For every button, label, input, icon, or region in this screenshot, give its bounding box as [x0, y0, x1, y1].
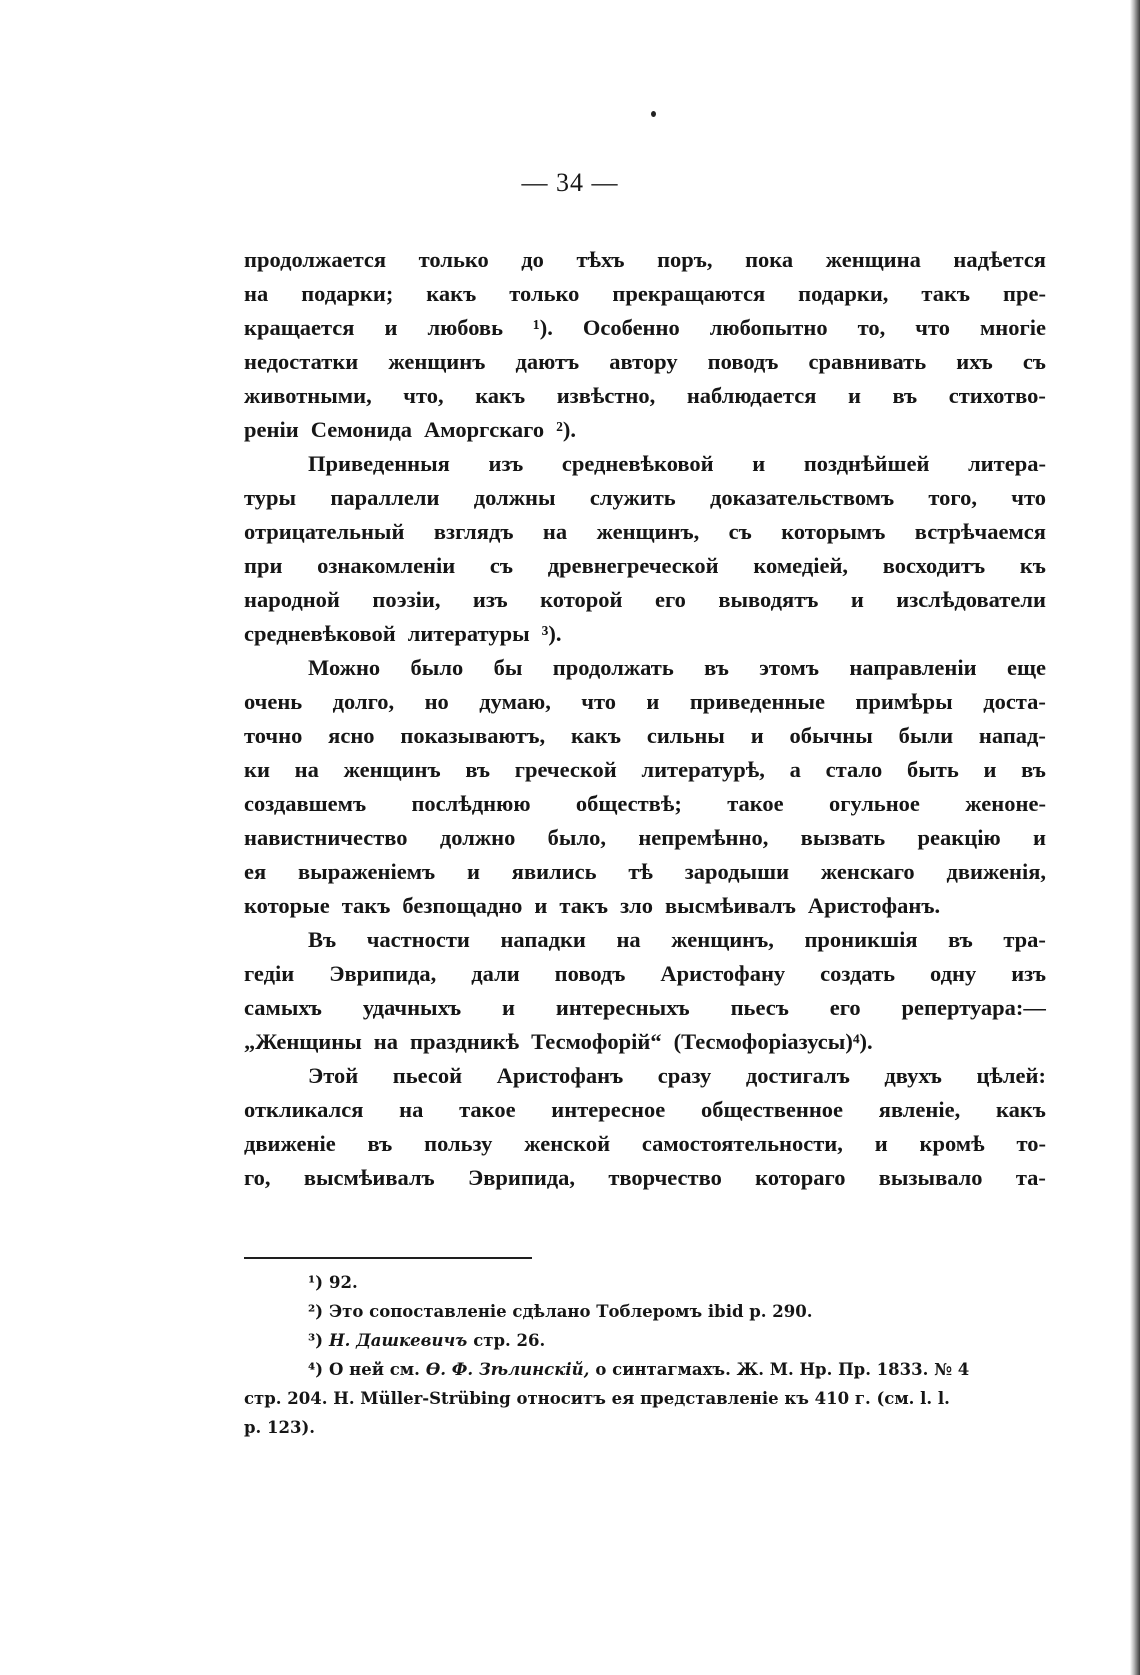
word: послѣднюю: [411, 791, 531, 816]
word: огульное: [829, 791, 920, 816]
word: и: [646, 689, 660, 714]
word: должны: [473, 485, 556, 510]
word: поводъ: [707, 349, 779, 374]
text-line: [244, 685, 1046, 719]
word: сразу: [657, 1063, 712, 1088]
text-line: [244, 515, 1046, 549]
word: (Тесмофоріазусы)⁴).: [673, 1029, 873, 1054]
word: удачныхъ: [362, 995, 462, 1020]
word: продолжать: [552, 655, 674, 680]
word: движеніе: [244, 1131, 336, 1156]
footnote-3: [244, 1326, 1046, 1355]
word: что: [581, 689, 616, 714]
word: одну: [930, 961, 977, 986]
word: недостатки: [244, 349, 359, 374]
word: даютъ: [515, 349, 580, 374]
word: праздникѣ: [410, 1029, 520, 1054]
word: тѣ: [628, 859, 653, 884]
word: женщинъ,: [596, 519, 700, 544]
word: ихъ: [956, 349, 993, 374]
word: женщинъ: [343, 757, 441, 782]
word: на: [373, 1029, 399, 1054]
text-line: [244, 1059, 1046, 1093]
text-line: [244, 311, 1046, 345]
word: частности: [366, 927, 470, 952]
footnote-4-line-3: [244, 1413, 1046, 1442]
footnote-text: стр. 26.: [473, 1331, 546, 1350]
word: быть: [906, 757, 959, 782]
word: въ: [948, 927, 973, 952]
word: Приведенныя: [308, 451, 450, 476]
word: высмѣивалъ: [303, 1165, 435, 1190]
word: съ: [1022, 349, 1046, 374]
word: какъ: [571, 723, 621, 748]
word: которые: [244, 893, 330, 918]
word: кромѣ: [919, 1131, 985, 1156]
word: подарки,: [798, 281, 889, 306]
footnote-text: стр. 204. H. Müller-Strübing относитъ ея представленіе къ 410 г. (см. l. l.: [244, 1389, 950, 1408]
word: въ: [367, 1131, 393, 1156]
word: наблюдается: [686, 383, 817, 408]
text-line: [244, 617, 1046, 651]
word: поводъ: [554, 961, 626, 986]
word: долго,: [332, 689, 395, 714]
word: Аристофанъ.: [807, 893, 941, 918]
word: женщинъ: [388, 349, 486, 374]
footnote-text: О ней см.: [329, 1360, 420, 1379]
word: что: [1011, 485, 1046, 510]
word: доказательствомъ: [710, 485, 895, 510]
word: на: [244, 281, 269, 306]
word: достигалъ: [745, 1063, 850, 1088]
word: на: [542, 519, 568, 544]
word: непремѣнно,: [638, 825, 769, 850]
footnote-mark: ²): [308, 1302, 324, 1321]
word: точно: [244, 723, 303, 748]
text-line: [244, 243, 1046, 277]
word: Семонида: [310, 417, 413, 442]
word: туры: [244, 485, 297, 510]
word: приведенные: [689, 689, 825, 714]
word: подарки;: [301, 281, 394, 306]
word: такое: [727, 791, 784, 816]
word: то,: [857, 315, 886, 340]
page-number: — 34 —: [521, 168, 619, 197]
word: параллели: [330, 485, 440, 510]
word: какъ: [995, 1097, 1046, 1122]
word: явились: [511, 859, 597, 884]
word: только: [418, 247, 489, 272]
text-line: [244, 889, 1046, 923]
word: проникшія: [804, 927, 918, 952]
word: ³).: [541, 621, 562, 646]
word: думаю,: [479, 689, 551, 714]
text-line: [244, 991, 1046, 1025]
word: ки: [244, 757, 270, 782]
word: реніи: [244, 417, 299, 442]
word: и: [752, 451, 766, 476]
main-text: [244, 243, 1046, 1195]
word: Особенно: [582, 315, 680, 340]
word: Можно: [308, 655, 381, 680]
word: служить: [589, 485, 676, 510]
word: только: [509, 281, 580, 306]
text-line: [244, 481, 1046, 515]
text-line: [244, 1161, 1046, 1195]
footnote-text: Это сопоставленіе сдѣлано Тоблеромъ ibid p. 290.: [329, 1302, 813, 1321]
word: съ: [728, 519, 752, 544]
word: реакцію: [917, 825, 1001, 850]
word: тѣхъ: [576, 247, 625, 272]
word: зародыши: [684, 859, 790, 884]
word: ²).: [556, 417, 576, 442]
word: сильны: [646, 723, 725, 748]
word: и: [847, 383, 861, 408]
word: изъ: [488, 451, 524, 476]
word: продолжается: [244, 247, 387, 272]
word: то-: [1016, 1131, 1046, 1156]
word: женоне-: [965, 791, 1046, 816]
word: „Женщины: [244, 1029, 362, 1054]
word: надѣется: [953, 247, 1046, 272]
word: было,: [547, 825, 606, 850]
word: гедіи: [244, 961, 295, 986]
word: и: [750, 723, 764, 748]
footnote-2: [244, 1297, 1046, 1326]
word: пьесъ: [730, 995, 789, 1020]
word: женскаго: [820, 859, 915, 884]
word: и: [502, 995, 515, 1020]
footnote-mark: ³): [308, 1331, 324, 1350]
word: комедіей,: [753, 553, 849, 578]
word: этомъ: [759, 655, 819, 680]
word: двухъ: [884, 1063, 942, 1088]
word: еще: [1006, 655, 1046, 680]
word: такъ: [921, 281, 971, 306]
word: напад-: [978, 723, 1046, 748]
word: женщина: [825, 247, 921, 272]
text-line: [244, 447, 1046, 481]
word: и: [850, 587, 864, 612]
word: выводятъ: [718, 587, 819, 612]
word: какъ: [426, 281, 477, 306]
word: животными,: [244, 383, 372, 408]
text-line: [244, 1025, 1046, 1059]
word: сравнивать: [808, 349, 927, 374]
text-line: [244, 651, 1046, 685]
word: пока: [745, 247, 794, 272]
word: Эврипида,: [467, 1165, 576, 1190]
word: его: [654, 587, 686, 612]
word: должно: [439, 825, 516, 850]
word: самыхъ: [244, 995, 322, 1020]
word: и: [1032, 825, 1046, 850]
footnotes: [244, 1268, 1046, 1442]
footnote-author: Ѳ. Ф. Зѣлинскій,: [425, 1360, 590, 1379]
word: такъ: [559, 893, 609, 918]
word: было: [410, 655, 464, 680]
word: репертуара:—: [901, 995, 1046, 1020]
word: цѣлей:: [976, 1063, 1046, 1088]
word: интересное: [551, 1097, 666, 1122]
word: съ: [489, 553, 514, 578]
text-line: [244, 583, 1046, 617]
word: явленіе,: [878, 1097, 961, 1122]
word: стало: [825, 757, 883, 782]
word: вызвать: [800, 825, 886, 850]
word: ясно: [328, 723, 375, 748]
word: любопытно: [709, 315, 828, 340]
word: которымъ: [781, 519, 886, 544]
word: интересныхъ: [555, 995, 690, 1020]
text-line: [244, 855, 1046, 889]
text-line: [244, 379, 1046, 413]
word: Въ: [308, 927, 337, 952]
word: такое: [459, 1097, 516, 1122]
word: позднѣйшей: [803, 451, 930, 476]
speck-mark: [651, 111, 656, 117]
text-line: [244, 413, 1046, 447]
word: вызывало: [878, 1165, 983, 1190]
word: Аморгскаго: [424, 417, 545, 442]
footnote-1: [244, 1268, 1046, 1297]
word: котораго: [755, 1165, 846, 1190]
word: кращается: [244, 315, 355, 340]
word: обществѣ;: [575, 791, 682, 816]
word: изслѣдователи: [896, 587, 1046, 612]
word: изъ: [1011, 961, 1046, 986]
word: тра-: [1003, 927, 1046, 952]
word: древнегреческой: [547, 553, 719, 578]
word: навистничество: [244, 825, 408, 850]
word: та-: [1015, 1165, 1046, 1190]
footnote-mark: ⁴): [308, 1360, 324, 1379]
word: зло: [620, 893, 653, 918]
word: высмѣивалъ: [664, 893, 796, 918]
text-line: [244, 923, 1046, 957]
word: и: [874, 1131, 888, 1156]
word: выраженіемъ: [298, 859, 436, 884]
word: пьесой: [392, 1063, 463, 1088]
text-line: [244, 787, 1046, 821]
word: литературѣ,: [641, 757, 765, 782]
word: автору: [609, 349, 678, 374]
word: изъ: [472, 587, 508, 612]
word: въ: [1021, 757, 1046, 782]
footnote-text: о синтагмахъ. Ж. М. Нр. Пр. 1833. № 4: [595, 1360, 970, 1379]
text-line: [244, 1127, 1046, 1161]
word: направленіи: [849, 655, 977, 680]
word: ея: [244, 859, 267, 884]
word: безпощадно: [402, 893, 523, 918]
word: доста-: [983, 689, 1046, 714]
word: на: [294, 757, 319, 782]
word: ¹).: [532, 315, 553, 340]
word: создать: [820, 961, 896, 986]
footnote-4: [244, 1355, 1046, 1384]
word: женской: [524, 1131, 611, 1156]
word: народной: [244, 587, 340, 612]
text-line: [244, 957, 1046, 991]
word: Тесмофорій“: [531, 1029, 662, 1054]
word: и: [384, 315, 398, 340]
word: любовь: [427, 315, 503, 340]
word: къ: [1019, 553, 1046, 578]
word: Аристофану: [660, 961, 786, 986]
word: нападки: [500, 927, 586, 952]
text-line: [244, 719, 1046, 753]
word: дали: [471, 961, 520, 986]
word: встрѣчаемся: [914, 519, 1046, 544]
word: откликался: [244, 1097, 364, 1122]
word: и: [983, 757, 997, 782]
word: такъ: [341, 893, 391, 918]
word: греческой: [514, 757, 617, 782]
footnote-4-line-2: [244, 1384, 1046, 1413]
page-edge-shadow: [1130, 0, 1140, 1675]
word: обычны: [789, 723, 873, 748]
word: при: [244, 553, 283, 578]
word: восходитъ: [882, 553, 986, 578]
word: творчество: [608, 1165, 722, 1190]
word: извѣстно,: [556, 383, 656, 408]
word: пользу: [424, 1131, 493, 1156]
word: литературы: [407, 621, 530, 646]
word: въ: [465, 757, 491, 782]
text-line: [244, 277, 1046, 311]
text-line: [244, 821, 1046, 855]
word: до: [521, 247, 544, 272]
word: создавшемъ: [244, 791, 367, 816]
word: показываютъ,: [400, 723, 546, 748]
word: а: [789, 757, 801, 782]
word: какъ: [475, 383, 526, 408]
word: бы: [493, 655, 523, 680]
word: и: [534, 893, 548, 918]
word: которой: [540, 587, 623, 612]
word: го,: [244, 1165, 271, 1190]
word: очень: [244, 689, 303, 714]
word: ознакомленіи: [317, 553, 456, 578]
word: но: [424, 689, 449, 714]
word: что: [915, 315, 950, 340]
word: самостоятельности,: [641, 1131, 843, 1156]
word: были: [898, 723, 954, 748]
word: и: [466, 859, 480, 884]
text-line: [244, 549, 1046, 583]
word: отрицательный: [244, 519, 405, 544]
word: что,: [403, 383, 444, 408]
footnote-author: Н. Дашкевичъ: [329, 1331, 468, 1350]
word: Аристофанъ: [496, 1063, 624, 1088]
word: взглядъ: [433, 519, 514, 544]
text-line: [244, 753, 1046, 787]
word: того,: [928, 485, 977, 510]
footnote-divider: [244, 1257, 532, 1259]
word: общественное: [700, 1097, 844, 1122]
word: литера-: [968, 451, 1046, 476]
word: Эврипида,: [329, 961, 437, 986]
word: Этой: [308, 1063, 359, 1088]
word: средневѣковой: [244, 621, 396, 646]
word: средневѣковой: [561, 451, 714, 476]
footnote-text: p. 123).: [244, 1418, 316, 1437]
footnote-mark: ¹): [308, 1273, 324, 1292]
word: поръ,: [657, 247, 713, 272]
word: примѣры: [855, 689, 953, 714]
text-line: [244, 345, 1046, 379]
word: его: [829, 995, 861, 1020]
word: въ: [704, 655, 729, 680]
word: поэзіи,: [372, 587, 441, 612]
word: на: [616, 927, 641, 952]
word: въ: [892, 383, 918, 408]
word: стихотво-: [948, 383, 1046, 408]
word: прекращаются: [612, 281, 766, 306]
word: на: [399, 1097, 424, 1122]
word: пре-: [1003, 281, 1046, 306]
word: женщинъ,: [671, 927, 774, 952]
text-line: [244, 1093, 1046, 1127]
footnote-text: 92.: [329, 1273, 358, 1292]
word: многіе: [979, 315, 1046, 340]
word: движенія,: [946, 859, 1046, 884]
